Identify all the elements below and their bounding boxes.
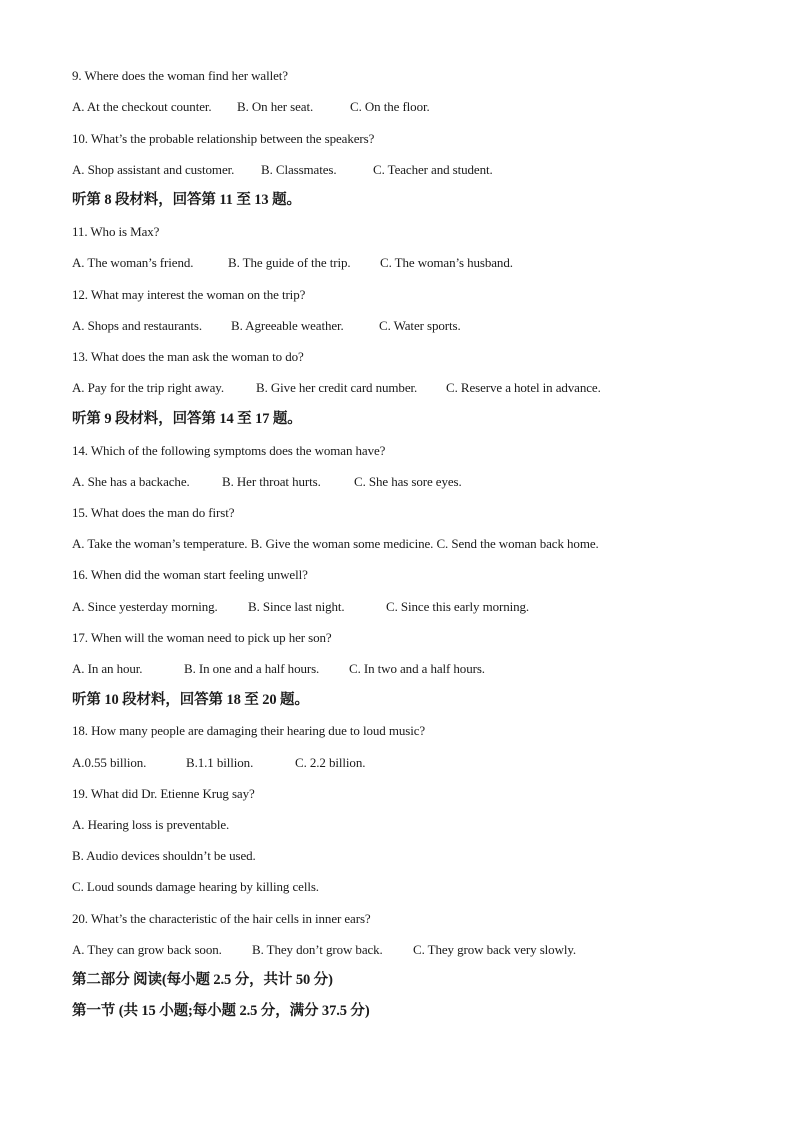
question-14-options [72,474,462,490]
question-14: 14. Which of the following symptoms does the woman have? [72,443,386,458]
option-a: A. She has a backache. [72,474,190,489]
option-b: B. Since last night. [248,599,345,614]
question-15-options [72,536,599,552]
question-13: 13. What does the man ask the woman to do? [72,349,304,364]
option-b: B. Give her credit card number. [256,380,418,395]
option-a: A. Shops and restaurants. [72,318,203,333]
question-11-options [72,255,513,271]
option-c: C. 2.2 billion. [295,755,366,770]
option-a: A. Pay for the trip right away. [72,380,225,395]
section-heading: 听第 8 段材料，回答第 11 至 13 题。 [72,192,301,208]
question-9: 9. Where does the woman find her wallet? [72,68,288,83]
option-a: A.0.55 billion. [72,755,147,770]
question-12: 12. What may interest the woman on the trip? [72,287,306,302]
option-c: C. Loud sounds damage hearing by killing cells. [72,879,319,894]
question-11: 11. Who is Max? [72,224,160,239]
option-a: A. In an hour. [72,661,143,676]
option-a: A. At the checkout counter. [72,99,212,114]
section-heading: 听第 10 段材料，回答第 18 至 20 题。 [72,692,309,708]
option-a: A. Since yesterday morning. [72,599,218,614]
option-c: C. On the floor. [350,99,430,114]
option-c: C. Reserve a hotel in advance. [446,380,601,395]
option-b: B. In one and a half hours. [184,661,320,676]
option-c: C. Water sports. [379,318,461,333]
option-c: C. Since this early morning. [386,599,530,614]
question-20-options [72,942,576,958]
option-c: C. The woman’s husband. [380,255,513,270]
question-18: 18. How many people are damaging their hearing due to loud music? [72,723,426,738]
question-20: 20. What’s the characteristic of the hair cells in inner ears? [72,911,371,926]
option-a: A. Shop assistant and customer. [72,162,235,177]
question-17: 17. When will the woman need to pick up her son? [72,630,332,645]
question-9-options [72,99,430,115]
question-16: 16. When did the woman start feeling unwell? [72,567,308,582]
option-c: C. She has sore eyes. [354,474,462,489]
option-b: B. Agreeable weather. [231,318,344,333]
question-19: 19. What did Dr. Etienne Krug say? [72,786,255,801]
question-12-options [72,318,461,334]
question-16-options [72,599,529,615]
option-c: C. In two and a half hours. [349,661,485,676]
question-17-options [72,661,485,677]
option-b: B.1.1 billion. [186,755,254,770]
options-text: A. Take the woman’s temperature. B. Give the woman some medicine. C. Send the woman back home. [72,536,599,551]
option-a: A. The woman’s friend. [72,255,194,270]
question-15: 15. What does the man do first? [72,505,235,520]
question-10: 10. What’s the probable relationship between the speakers? [72,131,375,146]
option-a: A. They can grow back soon. [72,942,222,957]
option-b: B. They don’t grow back. [252,942,383,957]
option-b: B. On her seat. [237,99,314,114]
part-heading: 第二部分 阅读(每小题 2.5 分，共计 50 分) [72,972,333,988]
option-a: A. Hearing loss is preventable. [72,817,230,832]
section-heading: 第一节 (共 15 小题;每小题 2.5 分，满分 37.5 分) [72,1003,370,1019]
option-b: B. Her throat hurts. [222,474,321,489]
option-c: C. Teacher and student. [373,162,493,177]
question-13-options [72,380,601,396]
option-c: C. They grow back very slowly. [413,942,577,957]
option-b: B. The guide of the trip. [228,255,351,270]
option-b: B. Classmates. [261,162,337,177]
question-18-options [72,755,365,771]
question-10-options [72,162,493,178]
option-b: B. Audio devices shouldn’t be used. [72,848,256,863]
section-heading: 听第 9 段材料，回答第 14 至 17 题。 [72,411,302,427]
